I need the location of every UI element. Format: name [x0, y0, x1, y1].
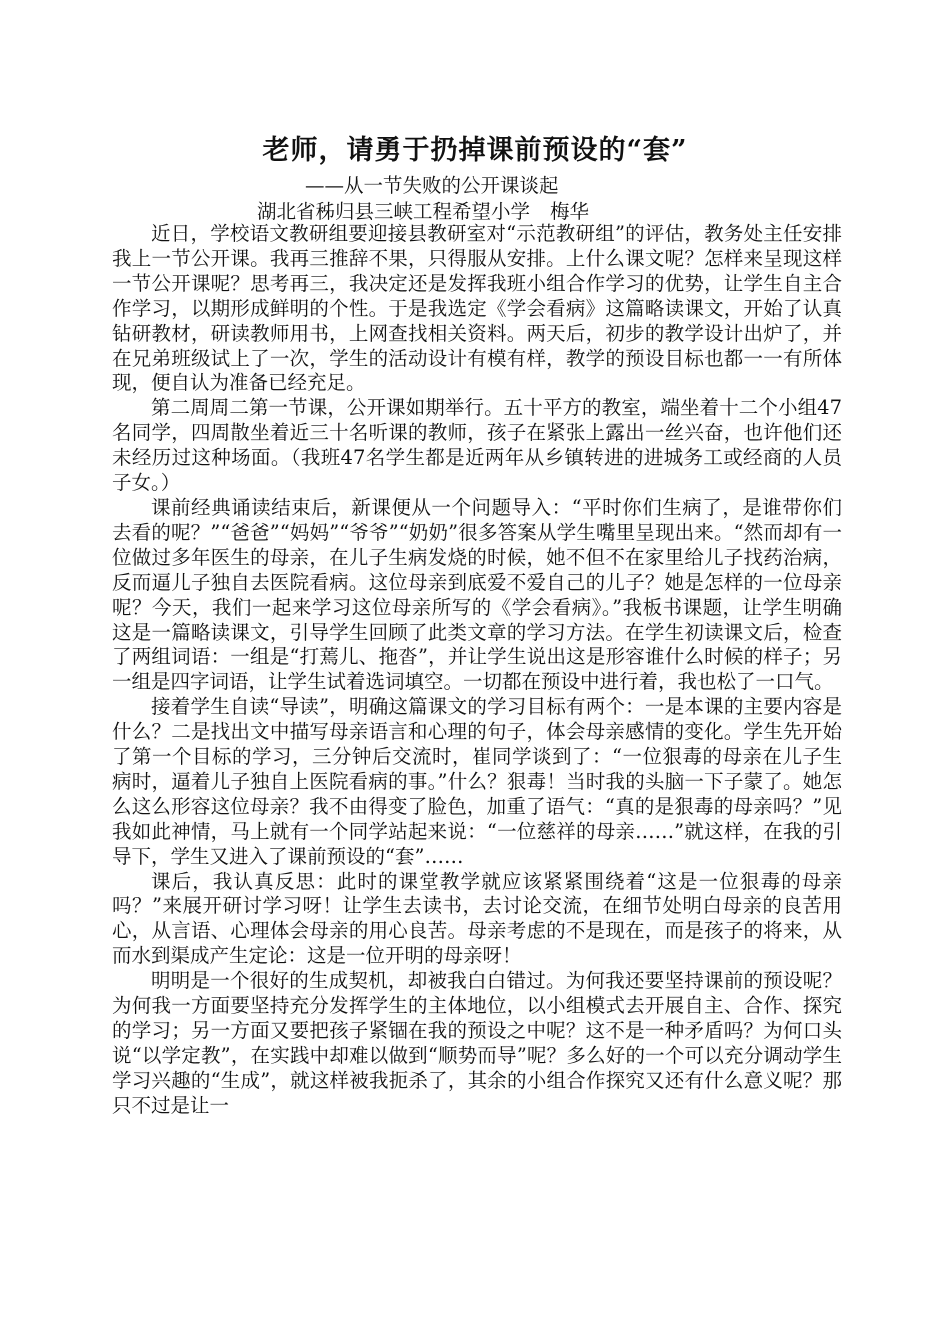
author-name: 梅华: [550, 200, 590, 223]
author-organization: 湖北省秭归县三峡工程希望小学: [257, 200, 531, 223]
article-body: [112, 222, 842, 1322]
paragraph-3: 课前经典诵读结束后，新课便从一个问题导入：“平时你们生病了，是谁带你们去看的呢？”“爸爸”“妈妈”“爷爷”“奶奶”很多答案从学生嘴里呈现出来。“然而却有一位做过多年医生的母亲，在儿子生病发烧的时候，她不但不在家里给儿子找药治病，反而逼儿子独自去医院看病。这位母亲到底爱不爱自己的儿子？她是怎样的一位母亲呢？今天，我们一起来学习这位母亲所写的《学会看病》。”我板书课题，让学生明确这是一篇略读课文，引导学生回顾了此类文章的学习方法。在学生初读课文后，检查了两组词语：一组是“打蔫儿、拖沓”，并让学生说出这是形容谁什么时候的样子；另一组是四字词语，让学生试着选词填空。一切都在预设中进行着，我也松了一口气。: [112, 495, 842, 694]
paragraph-5: 课后，我认真反思：此时的课堂教学就应该紧紧围绕着“这是一位狠毒的母亲吗？”来展开研讨学习呀！让学生去读书，去讨论交流，在细节处明白母亲的良苦用心，从言语、心理体会母亲的用心良苦。母亲考虑的不是现在，而是孩子的将来，从而水到渠成产生定论：这是一位开明的母亲呀！: [112, 869, 842, 968]
document-subtitle: ——从一节失败的公开课谈起: [305, 174, 559, 197]
paragraph-6: 明明是一个很好的生成契机，却被我白白错过。为何我还要坚持课前的预设呢？为何我一方面要坚持充分发挥学生的主体地位，以小组模式去开展自主、合作、探究的学习；另一方面又要把孩子紧锢在我的预设之中呢？这不是一种矛盾吗？为何口头说“以学定教”，在实践中却难以做到“顺势而导”呢？多么好的一个可以充分调动学生学习兴趣的“生成”，就这样被我扼杀了，其余的小组合作探究又还有什么意义呢？那只不过是让一: [112, 969, 842, 1117]
paragraph-2: 第二周周二第一节课，公开课如期举行。五十平方的教室，端坐着十二个小组47名同学，四周散坐着近三十名听课的教师，孩子在紧张上露出一丝兴奋，也许他们还未经历过这种场面。（我班47名学生都是近两年从乡镇转进的进城务工或经商的人员子女。）: [112, 396, 842, 495]
paragraph-4: 接着学生自读“导读”，明确这篇课文的学习目标有两个：一是本课的主要内容是什么？二是找出文中描写母亲语言和心理的句子，体会母亲感情的变化。学生先开始了第一个目标的学习，三分钟后交流时，崔同学谈到了：“一位狠毒的母亲在儿子生病时，逼着儿子独自上医院看病的事。”什么？狠毒！当时我的头脑一下子蒙了。她怎么这么形容这位母亲？我不由得变了脸色，加重了语气：“真的是狠毒的母亲吗？”见我如此神情，马上就有一个同学站起来说：“一位慈祥的母亲……”就这样，在我的引导下，学生又进入了课前预设的“套”……: [112, 695, 842, 868]
document-title: 老师，请勇于扔掉课前预设的“套”: [262, 135, 688, 166]
paragraph-1: 近日，学校语文教研组要迎接县教研室对“示范教研组”的评估，教务处主任安排我上一节公开课。我再三推辞不果，只得服从安排。上什么课文呢？怎样来呈现这样一节公开课呢？思考再三，我决定还是发挥我班小组合作学习的优势，让学生自主合作学习，以期形成鲜明的个性。于是我选定《学会看病》这篇略读课文，开始了认真钻研教材，研读教师用书，上网查找相关资料。两天后，初步的教学设计出炉了，并在兄弟班级试上了一次，学生的活动设计有模有样，教学的预设目标也都一一有所体现，便自认为准备已经充足。: [112, 222, 842, 395]
